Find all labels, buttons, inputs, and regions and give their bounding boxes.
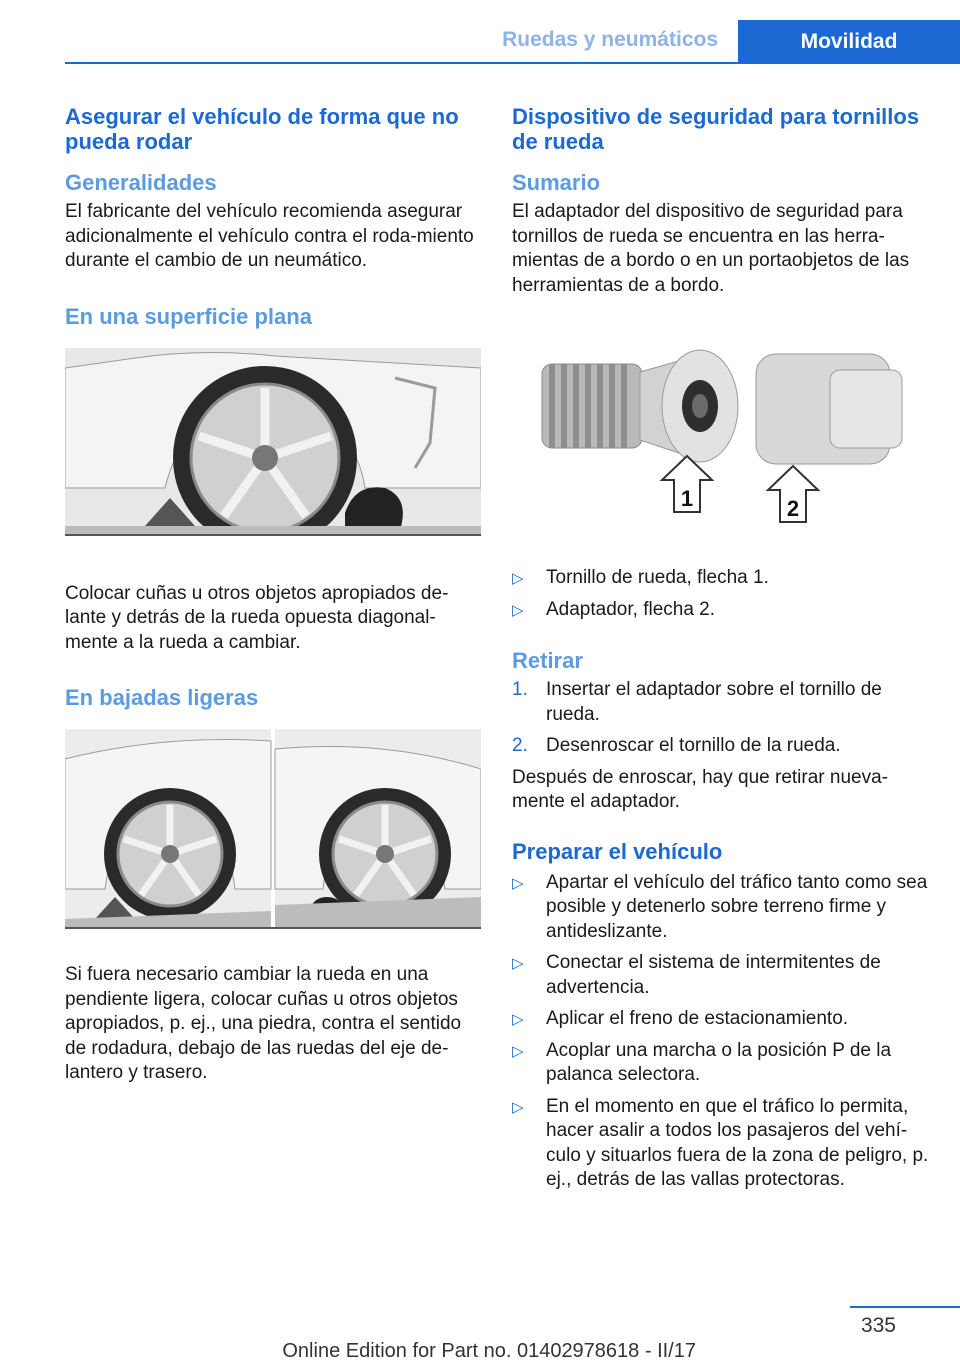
remove-note: Después de enroscar, hay que retirar nueva‐mente el adaptador. bbox=[512, 766, 888, 812]
triangle-bullet-icon: ▷ bbox=[512, 1098, 524, 1116]
list-item: ▷ Aplicar el freno de estacionamiento. bbox=[512, 1007, 932, 1032]
left-column bbox=[65, 104, 481, 1086]
slope-text: Si fuera necesario cambiar la rueda en una pendiente ligera, colocar cuñas u otros objetos apropiados, p. ej., una piedra, contra el sentido de rodadura, debajo de las ruedas del eje de‐lantero y trasero. bbox=[65, 964, 462, 1083]
slope-heading: En bajadas ligeras bbox=[65, 685, 259, 710]
general-heading: Generalidades bbox=[65, 170, 217, 195]
list-item: 2. Desenroscar el tornillo de la rueda. bbox=[512, 735, 841, 756]
flat-text: Colocar cuñas u otros objetos apropiados de‐lante y detrás de la rueda opuesta diagonal‐mente a la rueda a cambiar. bbox=[65, 582, 449, 653]
prepare-list bbox=[512, 871, 932, 1193]
triangle-bullet-icon: ▷ bbox=[512, 874, 524, 892]
list-item: ▷ Acoplar una marcha o la posición P de la palanca selectora. bbox=[512, 1039, 892, 1085]
parts-list bbox=[512, 566, 932, 622]
triangle-bullet-icon: ▷ bbox=[512, 570, 524, 587]
edition-note: Online Edition for Part no. 01402978618 - II/17 bbox=[282, 1340, 696, 1362]
summary-heading: Sumario bbox=[512, 170, 601, 195]
bolt-adapter-graphic bbox=[512, 336, 932, 536]
page-number: 335 bbox=[860, 1314, 896, 1337]
arrow-1-label: 1 bbox=[680, 486, 694, 511]
list-item: ▷ Apartar el vehículo del tráfico tanto como sea posible y detenerlo sobre terreno firme y antideslizante. bbox=[512, 871, 928, 942]
triangle-bullet-icon: ▷ bbox=[512, 955, 524, 972]
footer-rule bbox=[850, 1306, 960, 1308]
list-item: ▷ Adaptador, flecha 2. bbox=[512, 598, 932, 623]
triangle-bullet-icon: ▷ bbox=[512, 1011, 524, 1028]
triangle-bullet-icon: ▷ bbox=[512, 1042, 524, 1060]
flat-surface-illustration bbox=[65, 348, 481, 536]
arrow-2-label: 2 bbox=[786, 496, 800, 521]
right-column bbox=[512, 104, 932, 1200]
list-item: ▷ Conectar el sistema de intermitentes de advertencia. bbox=[512, 952, 881, 998]
summary-text: El adaptador del dispositivo de seguridad para tornillos de rueda se encuentra en las herra‐mientas de a bordo o en un portaobjetos de las herramientas de a bordo. bbox=[512, 201, 910, 296]
section-breadcrumb: Ruedas y neumáticos bbox=[502, 28, 718, 51]
car-wheel-flat-graphic bbox=[65, 348, 481, 534]
chapter-tab: Movilidad bbox=[738, 20, 960, 62]
remove-heading: Retirar bbox=[512, 648, 583, 673]
general-text: El fabricante del vehículo recomienda asegurar adicionalmente el vehículo contra el roda‐miento durante el cambio de un neumático. bbox=[65, 201, 474, 271]
left-title: Asegurar el vehículo de forma que no pueda rodar bbox=[65, 104, 459, 154]
slope-illustration bbox=[65, 729, 481, 929]
list-item: ▷ Tornillo de rueda, flecha 1. bbox=[512, 566, 932, 591]
wheel-bolt-illustration bbox=[512, 336, 932, 536]
car-wheels-slope-graphic bbox=[65, 729, 481, 927]
triangle-bullet-icon: ▷ bbox=[512, 601, 524, 619]
prepare-heading: Preparar el vehículo bbox=[512, 838, 723, 864]
right-title: Dispositivo de seguridad para tornillos de rueda bbox=[512, 104, 920, 154]
list-item: 1. Insertar el adaptador sobre el tornillo de rueda. bbox=[512, 679, 882, 725]
page-header bbox=[65, 0, 960, 64]
list-item: ▷ En el momento en que el tráfico lo permita, hacer asalir a todos los pasajeros del vehí‐culo y situarlos fuera de la zona de peligro, p. ej., detrás de las vallas protectoras. bbox=[512, 1095, 929, 1190]
remove-steps bbox=[512, 678, 932, 759]
flat-heading: En una superficie plana bbox=[65, 303, 312, 329]
